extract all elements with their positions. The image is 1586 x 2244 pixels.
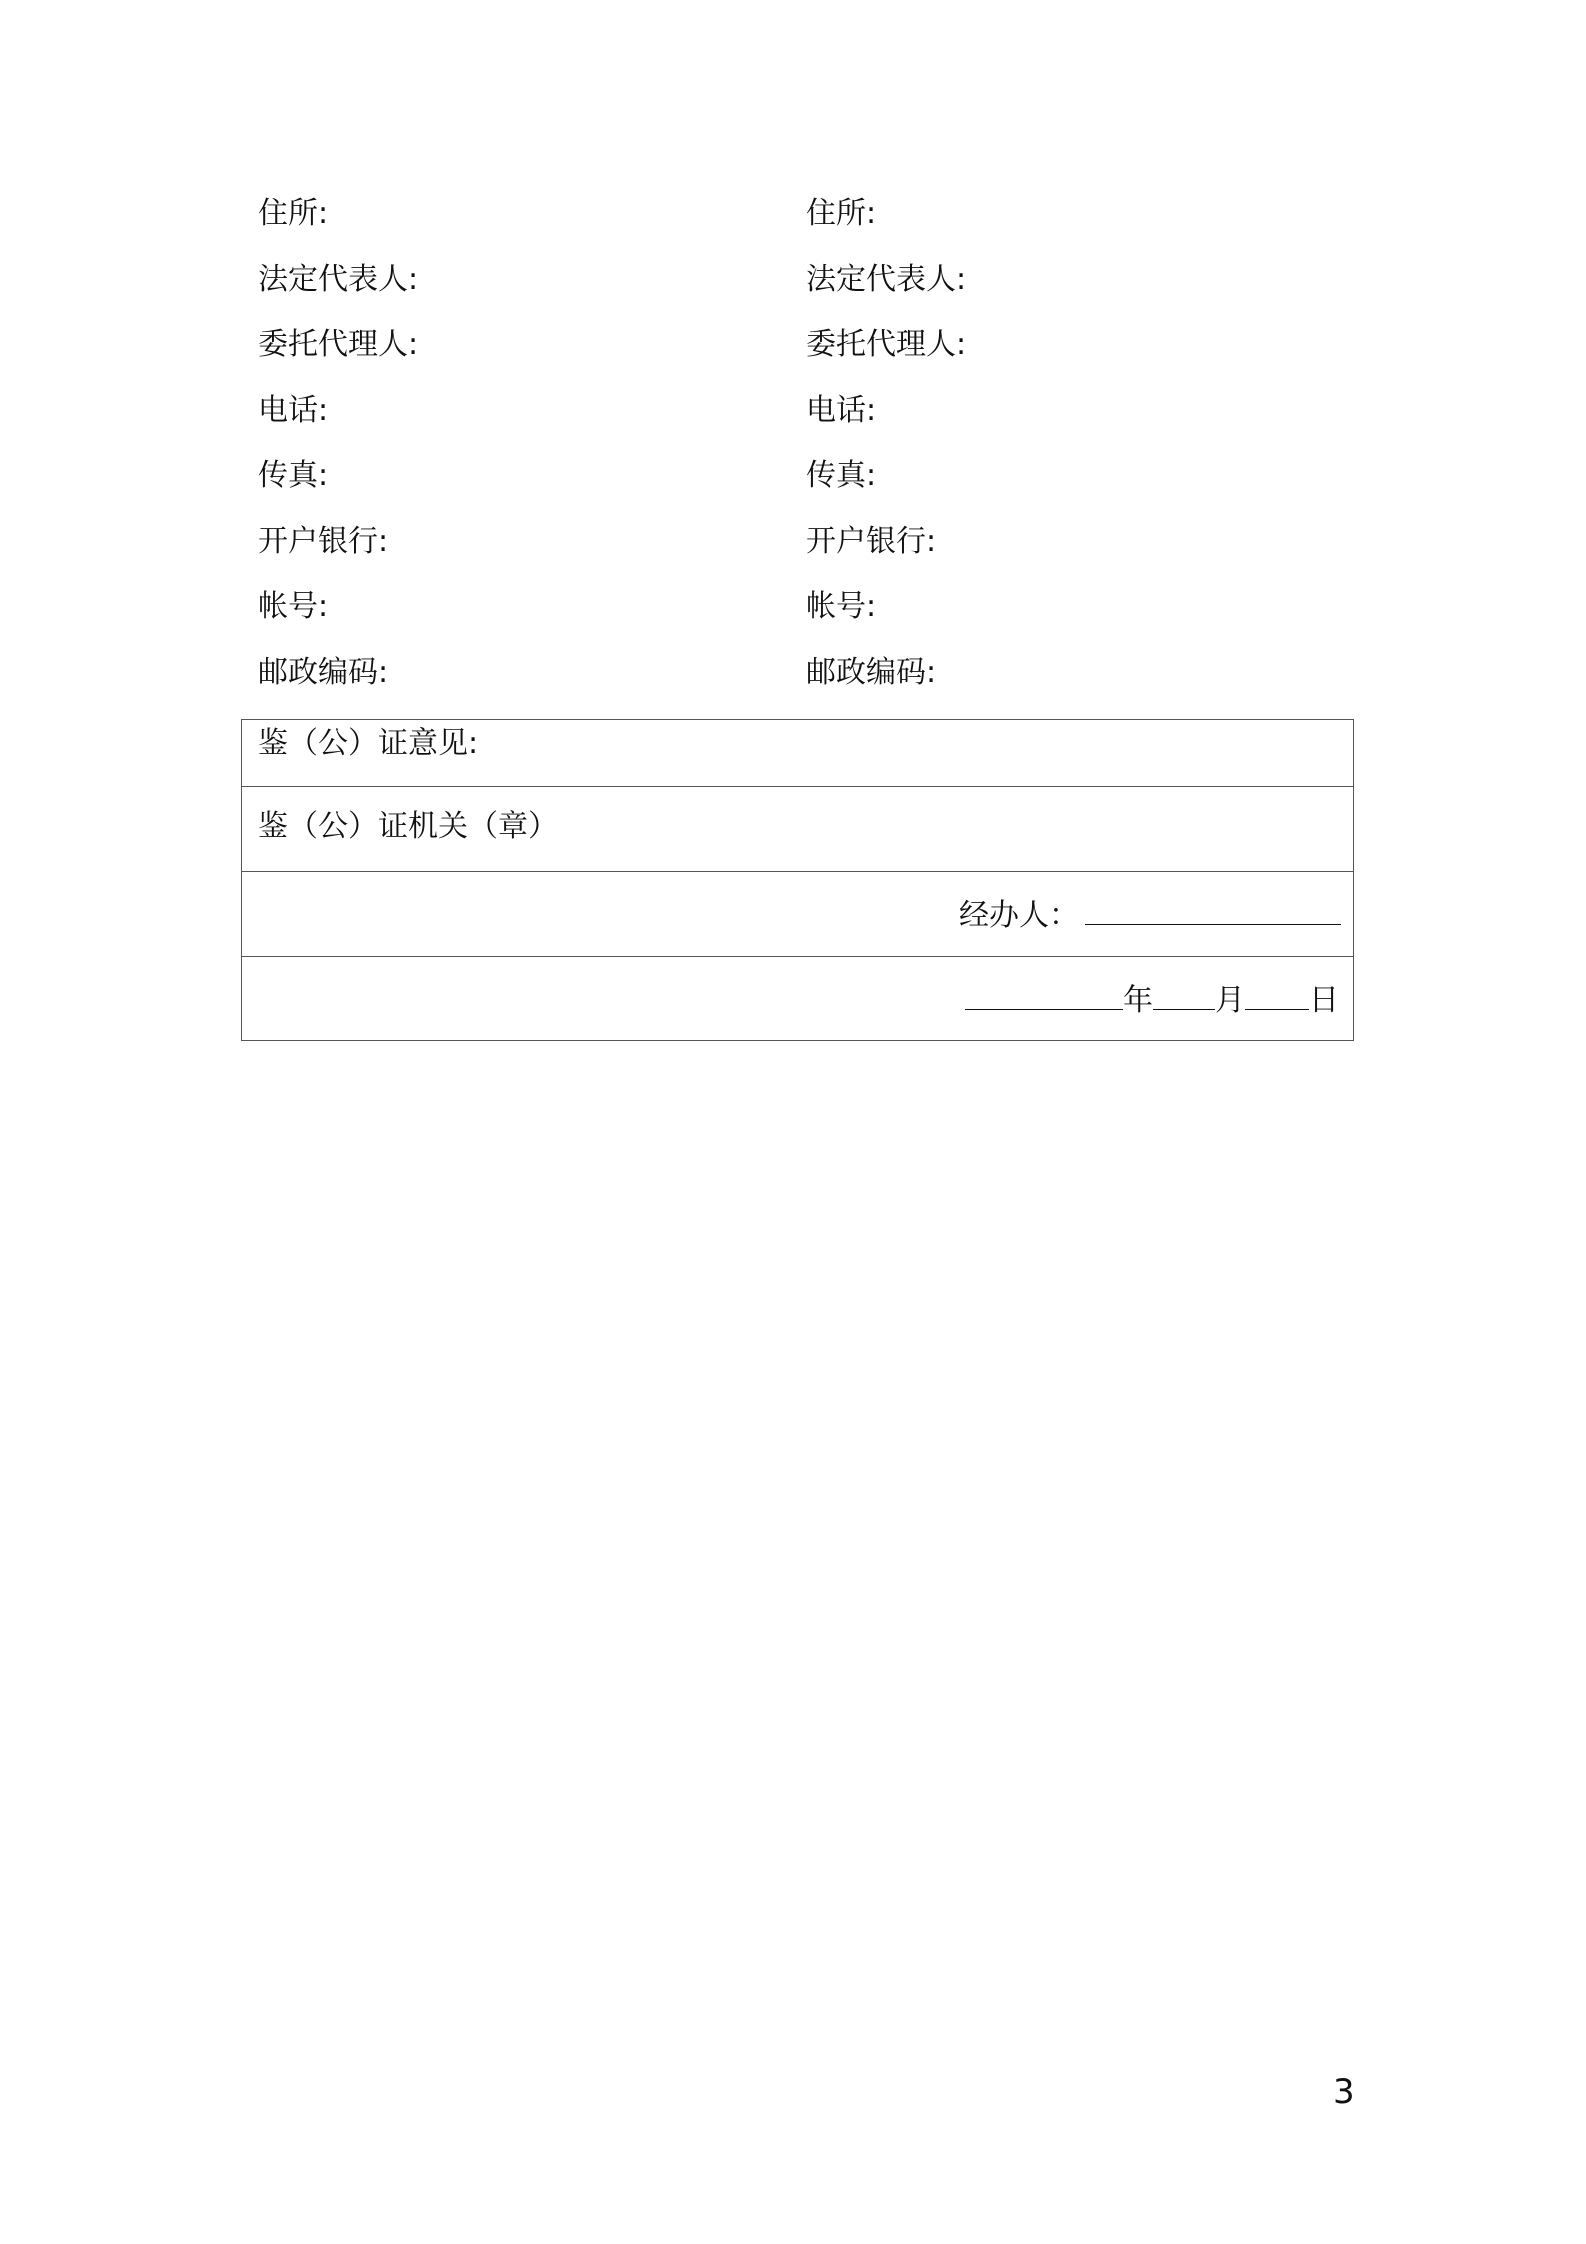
day-label: 日 [1309,983,1339,1018]
date-field [965,977,1339,1023]
field-authorized-agent: 委托代理人: [806,327,967,362]
field-bank: 开户银行: [806,523,937,559]
field-address: 住所: [258,196,329,231]
field-phone: 电话: [806,392,877,428]
field-phone: 电话: [258,392,329,428]
year-blank[interactable] [965,977,1123,1010]
authority-label: 鉴（公）证机关（章） [258,809,558,844]
day-blank[interactable] [1245,977,1309,1010]
field-account-number: 帐号: [806,589,877,624]
month-blank[interactable] [1153,977,1215,1010]
field-postal-code: 邮政编码: [806,654,937,690]
field-fax: 传真: [258,458,329,493]
field-authorized-agent: 委托代理人: [258,327,419,362]
field-address: 住所: [806,196,877,231]
party-a-fields [258,188,718,712]
month-label: 月 [1215,983,1245,1018]
authority-row [242,787,1353,872]
field-legal-representative: 法定代表人: [258,261,419,297]
field-bank: 开户银行: [258,523,389,559]
handler-signature-line[interactable] [1085,892,1341,925]
field-postal-code: 邮政编码: [258,654,389,690]
party-b-fields [806,188,1266,712]
year-label: 年 [1123,983,1153,1018]
opinion-label: 鉴（公）证意见: [258,726,479,761]
handler-field [959,892,1341,938]
field-fax: 传真: [806,458,877,493]
field-account-number: 帐号: [258,589,329,624]
page-number: 3 [1333,2072,1355,2112]
date-row [242,957,1353,1042]
handler-label: 经办人： [959,898,1079,933]
notarization-table [241,719,1354,1041]
handler-row [242,872,1353,957]
field-legal-representative: 法定代表人: [806,261,967,297]
opinion-row [242,720,1353,787]
